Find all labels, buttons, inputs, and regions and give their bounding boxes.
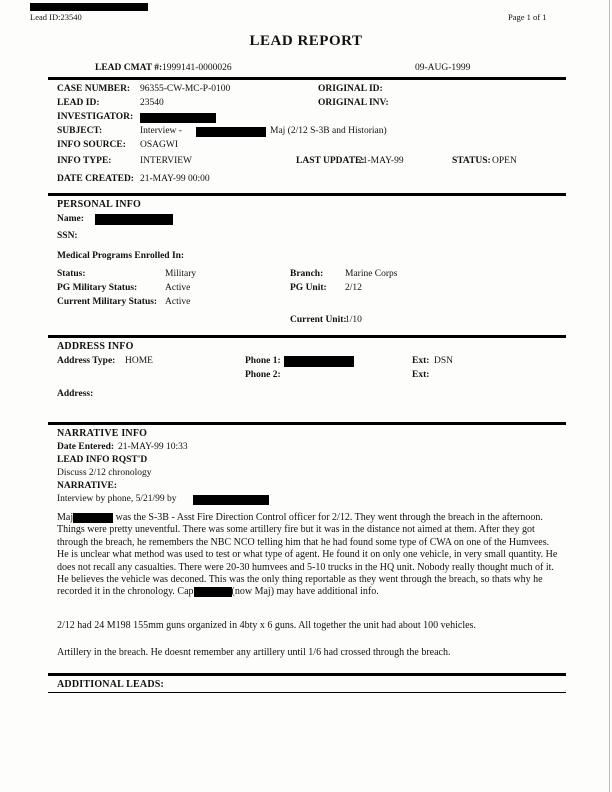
info-source-value: OSAGWI (140, 140, 178, 150)
narrative-paragraph-3: Artillery in the breach. He doesnt remember any artillery until 1/6 had crossed through the breach. (57, 647, 451, 658)
info-type-label: INFO TYPE: (57, 156, 112, 166)
original-id-label: ORIGINAL ID: (318, 84, 383, 94)
lead-info-rqstd-label: LEAD INFO RQST'D (57, 455, 148, 465)
section-divider-5 (48, 673, 566, 676)
pg-unit-value: 2/12 (345, 283, 362, 293)
branch-label: Branch: (290, 269, 324, 279)
paragraph1-text-b: was the S-3B - Asst Fire Direction Control officer for 2/12. They went through the breach in the afternoon. Things were pretty uneventful. There was some artillery fire but it was in the distance not aimed at them. After they got through the breach, he remembers the NBC NCO telling him that he had found some type of CWA on one of the Humvees. He is unclear what method was used to test or what type of agent. He found it on only one vehicle, in very small quantity. He does not recall any casualties. There were 20-30 humvees and 5-10 trucks in the HQ unit. Nobody really thought much of it. He believes the vehicle was deconed. This was the only thing reportable as they went through the breach, so thats why he recorded it in the chronology. Cap (57, 512, 558, 598)
section-divider-2 (48, 193, 566, 196)
medical-row (48, 251, 568, 264)
byline-row (48, 494, 568, 507)
page-number: Page 1 of 1 (508, 12, 547, 22)
date-created-label: DATE CREATED: (57, 174, 134, 184)
ssn-row (48, 231, 568, 244)
date-entered-row (48, 442, 568, 455)
address-type-row (48, 356, 568, 369)
lead-id-header: Lead ID:23540 (30, 12, 82, 22)
info-type-value: INTERVIEW (140, 156, 192, 166)
last-update-value: 21-MAY-99 (358, 156, 404, 166)
investigator-row (48, 112, 568, 125)
lead-id-row (48, 98, 568, 111)
current-military-status-value: Active (165, 297, 191, 307)
lead-cmat-value: 1999141-0000026 (162, 63, 232, 73)
personal-status-label: Status: (57, 269, 86, 279)
narrative-redaction-1 (73, 513, 113, 523)
subject-redaction (196, 127, 266, 137)
pg-military-status-value: Active (165, 283, 191, 293)
lead-cmat-label: LEAD CMAT #: (95, 63, 163, 73)
additional-leads-underline (48, 692, 566, 693)
ext1-value: DSN (434, 356, 454, 366)
case-number-label: CASE NUMBER: (57, 84, 131, 94)
pg-military-status-label: PG Military Status: (57, 283, 138, 293)
personal-status-value: Military (165, 269, 197, 279)
name-row (48, 214, 568, 227)
subject-row (48, 126, 568, 139)
pg-status-row (48, 283, 568, 296)
address-label: Address: (57, 389, 94, 399)
case-number-value: 96355-CW-MC-P-0100 (140, 84, 231, 94)
paragraph1-text-c: (now Maj) may have additional info. (231, 586, 379, 598)
scan-edge-artifact (609, 0, 610, 792)
address-type-value: HOME (125, 356, 153, 366)
current-unit-label: Current Unit: (290, 315, 347, 325)
date-created-row (48, 174, 568, 187)
rqstd-text-row (48, 468, 568, 481)
paragraph1-text-a: Maj (57, 512, 74, 523)
personal-info-heading: PERSONAL INFO (57, 199, 142, 210)
address-type-label: Address Type: (57, 356, 116, 366)
phone1-redaction (284, 356, 354, 367)
personal-heading-row (48, 199, 568, 212)
report-title: LEAD REPORT (249, 33, 363, 49)
lead-id-value: 23540 (140, 98, 164, 108)
header-redaction-bar (30, 3, 148, 11)
original-inv-label: ORIGINAL INV: (318, 98, 389, 108)
date-entered-value: 21-MAY-99 10:33 (118, 442, 188, 452)
name-label: Name: (57, 214, 84, 224)
address-info-heading: ADDRESS INFO (57, 341, 134, 352)
section-divider-4 (48, 422, 566, 425)
investigator-redaction (140, 113, 216, 123)
section-divider-1 (48, 77, 566, 80)
address-heading-row (48, 341, 568, 354)
last-update-label: LAST UPDATE: (296, 156, 365, 166)
current-unit-row (48, 315, 568, 328)
info-source-label: INFO SOURCE: (57, 140, 126, 150)
status-label: STATUS: (452, 156, 491, 166)
narrative-label: NARRATIVE: (57, 481, 117, 491)
current-unit-value: 1/10 (345, 315, 362, 325)
name-redaction (95, 214, 173, 225)
narrative-info-heading: NARRATIVE INFO (57, 428, 148, 439)
subject-text-pre: Interview - (140, 126, 182, 136)
address-row (48, 389, 568, 402)
pg-unit-label: PG Unit: (290, 283, 327, 293)
subject-label: SUBJECT: (57, 126, 103, 136)
lead-id-label: LEAD ID: (57, 98, 100, 108)
narrative-paragraph-1 (57, 512, 563, 599)
ssn-label: SSN: (57, 231, 78, 241)
info-source-row (48, 140, 568, 153)
ext1-label: Ext: (412, 356, 430, 366)
phone2-row (48, 370, 568, 383)
phone1-label: Phone 1: (245, 356, 281, 366)
current-military-status-label: Current Military Status: (57, 297, 158, 307)
rqstd-text: Discuss 2/12 chronology (57, 468, 152, 478)
byline-text: Interview by phone, 5/21/99 by (57, 494, 177, 504)
phone2-label: Phone 2: (245, 370, 281, 380)
narrative-redaction-2 (194, 587, 232, 597)
additional-leads-row (48, 679, 568, 692)
status-value: OPEN (492, 156, 517, 166)
narrative-paragraph-2: 2/12 had 24 M198 155mm guns organized in 4bty x 6 guns. All together the unit had about 100 vehicles. (57, 620, 476, 631)
investigator-label: INVESTIGATOR: (57, 112, 134, 122)
status-row (48, 269, 568, 282)
case-number-row (48, 84, 568, 97)
medical-programs-label: Medical Programs Enrolled In: (57, 251, 185, 261)
narrative-label-row (48, 481, 568, 494)
section-divider-3 (48, 335, 566, 338)
additional-leads-heading: ADDITIONAL LEADS: (57, 679, 165, 690)
info-type-row (48, 156, 568, 169)
report-date: 09-AUG-1999 (415, 63, 471, 73)
subject-text-post: Maj (2/12 S-3B and Historian) (270, 126, 387, 136)
lead-info-rqstd-row (48, 455, 568, 468)
date-created-value: 21-MAY-99 00:00 (140, 174, 210, 184)
ext2-label: Ext: (412, 370, 430, 380)
current-status-row (48, 297, 568, 310)
byline-redaction (193, 495, 269, 505)
narrative-heading-row (48, 428, 568, 441)
branch-value: Marine Corps (345, 269, 398, 279)
date-entered-label: Date Entered: (57, 442, 115, 452)
